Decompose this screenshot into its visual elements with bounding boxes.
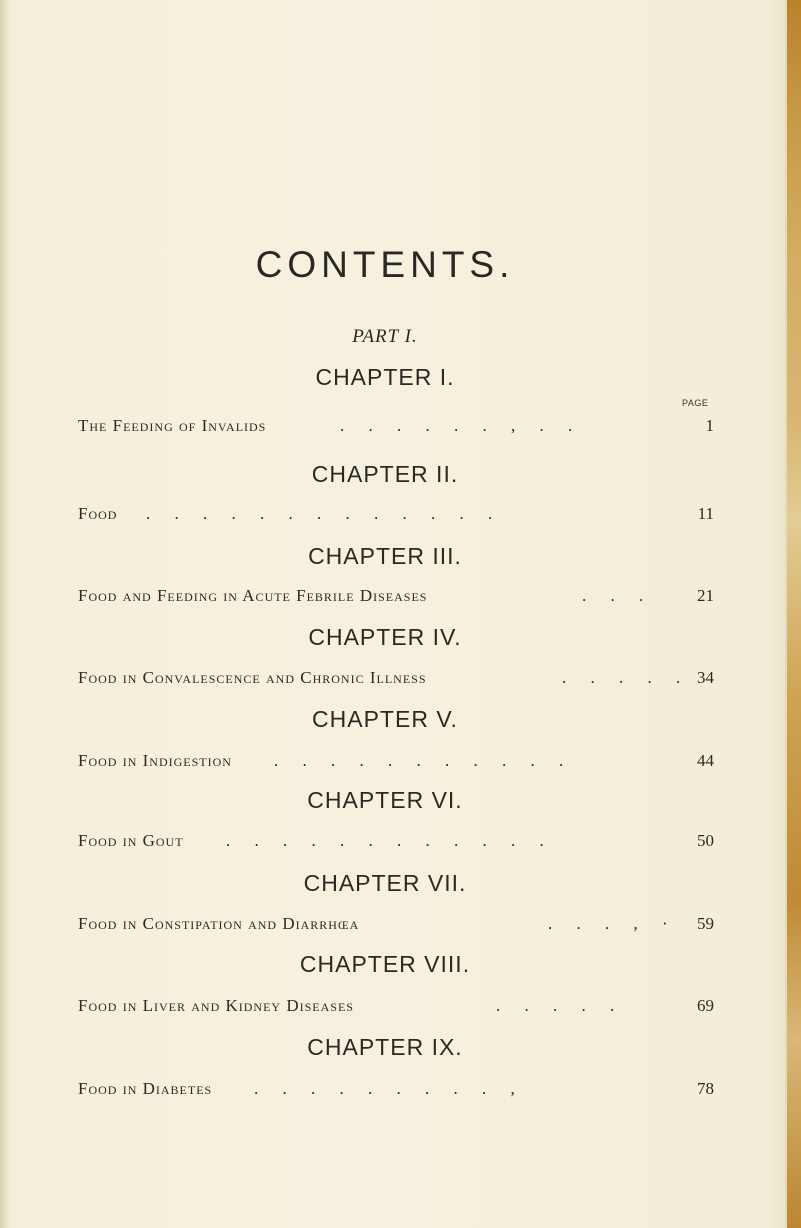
toc-entry-page: 44: [697, 751, 714, 770]
dot-leader: . . . . . . , . .: [340, 416, 583, 435]
chapter-heading-8: CHAPTER VIII.: [299, 951, 471, 977]
toc-entry-page: 21: [697, 586, 714, 605]
dot-leader: . . . . . . . . . . .: [274, 751, 574, 770]
chapter-heading-5: CHAPTER V.: [312, 706, 458, 732]
toc-entry-page: 69: [697, 996, 714, 1015]
chapter-heading-4: CHAPTER IV.: [308, 624, 462, 650]
toc-entry-title: Food and Feeding in Acute Febrile Diseases: [78, 586, 428, 605]
chapter-heading-1: CHAPTER I.: [315, 364, 455, 390]
dot-leader: . . . . .: [496, 996, 625, 1015]
page-column-label: PAGE: [682, 398, 709, 408]
dot-leader: . . . . . . . . . . . .: [226, 831, 554, 850]
toc-entry-7[interactable]: [78, 914, 714, 940]
dot-leader: . . . . .: [562, 668, 691, 687]
toc-entry-title: Food: [78, 504, 118, 523]
chapter-heading-7: CHAPTER VII.: [303, 870, 467, 896]
toc-entry-title: Food in Convalescence and Chronic Illness: [78, 668, 427, 687]
toc-entry-title: Food in Gout: [78, 831, 184, 850]
book-cover-edge: [787, 0, 801, 1228]
toc-entry-title: Food in Liver and Kidney Diseases: [78, 996, 354, 1015]
toc-entry-9[interactable]: [78, 1079, 714, 1105]
toc-entry-4[interactable]: [78, 668, 714, 694]
toc-entry-title: Food in Diabetes: [78, 1079, 213, 1098]
dot-leader: . . . . . . . . . . . . .: [146, 504, 503, 523]
toc-entry-page: 50: [697, 831, 714, 850]
toc-entry-title: Food in Indigestion: [78, 751, 232, 770]
toc-entry-title: The Feeding of Invalids: [78, 416, 267, 435]
chapter-heading-3: CHAPTER III.: [308, 543, 462, 569]
contents-heading: CONTENTS.: [255, 244, 515, 285]
toc-entry-8[interactable]: [78, 996, 714, 1022]
toc-entry-page: 59: [697, 914, 714, 933]
toc-entry-page: 11: [697, 504, 714, 523]
toc-entry-page: 1: [705, 416, 714, 435]
toc-entry-3[interactable]: [78, 586, 714, 612]
toc-entry-2[interactable]: [78, 504, 714, 530]
toc-entry-1[interactable]: [78, 416, 714, 442]
dot-leader: . . .: [582, 586, 654, 605]
chapter-heading-2: CHAPTER II.: [311, 461, 459, 487]
part-label: PART I.: [352, 326, 418, 347]
toc-entry-page: 78: [697, 1079, 714, 1098]
chapter-heading-6: CHAPTER VI.: [307, 787, 463, 813]
chapter-heading-9: CHAPTER IX.: [307, 1034, 463, 1060]
toc-entry-title: Food in Constipation and Diarrhœa: [78, 914, 360, 933]
dot-leader: . . . , ·: [548, 914, 678, 933]
toc-entry-6[interactable]: [78, 831, 714, 857]
dot-leader: . . . . . . . . . ,: [254, 1079, 525, 1098]
toc-entry-page: 34: [697, 668, 714, 687]
toc-entry-5[interactable]: [78, 751, 714, 777]
